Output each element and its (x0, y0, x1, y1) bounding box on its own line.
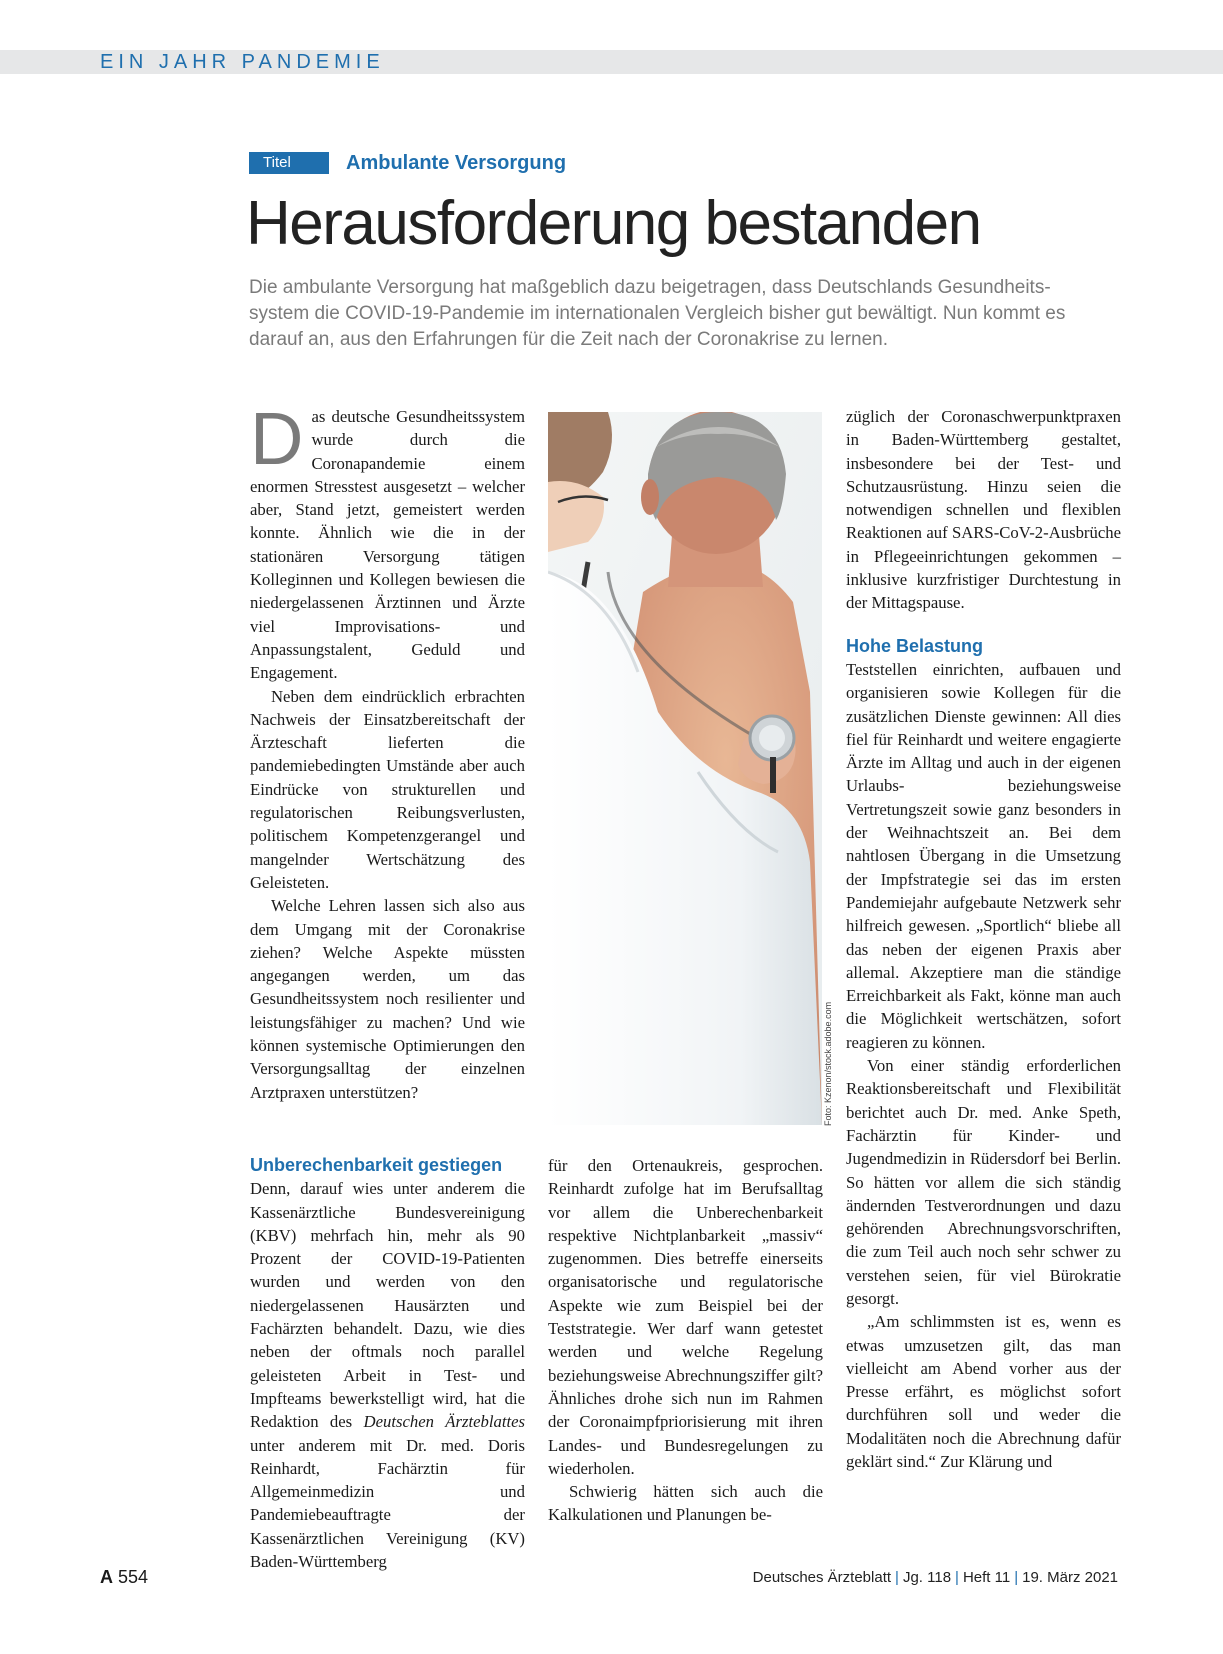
paragraph (250, 1177, 525, 1573)
page-number (100, 1565, 148, 1589)
article-lead (249, 275, 1129, 353)
separator: | (1014, 1569, 1019, 1586)
journal-date: 19. März 2021 (1022, 1569, 1118, 1586)
paragraph: „Am schlimmsten ist es, wenn es etwas umzusetzen gilt, das man vielleicht am Abend vorher aus der Presse erfährt, es möglichst sofort durchführen soll und weder die Modalitäten noch die Abrechnung dafür geklärt sind.“ Zur Klärung und (846, 1312, 1121, 1472)
subheading: Unberechenbarkeit gestiegen (250, 1155, 503, 1175)
column-2 (548, 1154, 823, 1527)
lead-line: system die COVID-19-Pandemie im internationalen Vergleich bisher gut bewältigt. Nun kommt es (249, 303, 1066, 324)
journal-name-footer: Deutsches Ärzteblatt (752, 1569, 892, 1586)
lead-line: darauf an, aus den Erfahrungen für die Zeit nach der Coronakrise zu lernen. (249, 329, 888, 350)
page-number-value: 554 (118, 1567, 149, 1587)
page-prefix: A (100, 1567, 113, 1587)
column-1-lower (250, 1154, 525, 1573)
article-photo (548, 412, 822, 1125)
column-1 (250, 397, 525, 1104)
column-3 (846, 405, 1121, 1473)
paragraph: Von einer ständig erforderlichen Reaktionsbereitschaft und Flexibilität berichtet auch Dr. med. Anke Speth, Fachärztin für Kinder- und Jugendmedizin in Rüdersdorf bei Berlin. So hätten vor allem die sich ständig ändernden Testverordnungen und dazu gehörenden Abrechnungsvorschriften, die zum Teil auch noch sehr schwer zu verstehen seien, für viel Bürokratie gesorgt. (846, 1056, 1121, 1308)
rubric: Ambulante Versorgung (346, 152, 567, 174)
subheading: Hohe Belastung (846, 635, 984, 656)
photo-credit: Foto: Kzenon/stock.adobe.com (823, 1001, 833, 1126)
paragraph: Welche Lehren lassen sich also aus dem Umgang mit der Coronakrise ziehen? Welche Aspekte müssten angegangen werden, um das Gesundheitssystem noch resilienter und leistungsfähiger zu machen? Und wie können systemische Optimierungen den Versorgungsalltag der einzelnen Arztpraxen unterstützen? (250, 896, 525, 1102)
paragraph: Schwierig hätten sich auch die Kalkulationen und Planungen be- (548, 1482, 823, 1525)
doctor-stethoscope-image (548, 412, 822, 1125)
paragraph-text: Denn, darauf wies unter anderem die Kassenärztliche Bundesvereinigung (KBV) mehrfach hin, mehr als 90 Prozent der COVID-19-Patienten wurden und werden von den niedergelassenen Hausärzten und Fachärzten behandelt. Dazu, wie dies neben der oftmals noch parallel geleisteten Arbeit in Test- und Impfteams bewerkstelligt wird, hat die Redaktion des (250, 1179, 525, 1432)
lead-line: Die ambulante Versorgung hat maßgeblich dazu beigetragen, dass Deutschlands Gesundheits- (249, 277, 1051, 298)
journal-name: Deutschen Ärzteblattes (363, 1412, 526, 1432)
article-headline: Herausforderung bestanden (246, 189, 981, 258)
dropcap: D (250, 397, 304, 480)
paragraph-text: unter anderem mit Dr. med. Doris Reinhardt, Fachärztin für Allgemeinmedizin und Pandemiebeauftragte der Kassenärztlichen Vereinigung (KV) Baden-Württemberg (250, 1435, 525, 1572)
paragraph: Teststellen einrichten, aufbauen und organisieren sowie Kollegen für die zusätzlichen Dienste gewinnen: All dies fiel für Reinhardt und weitere engagierte Ärzte im Alltag und auch in der eigenen Urlaubs- beziehungsweise Vertretungszeit sowie ganz besonders in der Weihnachtszeit an. Bei dem nahtlosen Übergang in die Umsetzung der Impfstrategie sei das im ersten Pandemiejahr aufgebaute Netzwerk sehr hilfreich gewesen. „Sportlich“ bliebe all das neben der eigenen Praxis aber allemal. Akzeptiere man die ständige Erreichbarkeit als Fakt, könne man auch die Möglichkeit wertschätzen, sofort reagieren zu können. (846, 659, 1121, 1052)
journal-issue: Heft 11 (962, 1569, 1011, 1586)
category-tag: Titel (249, 152, 329, 174)
journal-volume: Jg. 118 (902, 1569, 952, 1586)
paragraph: as deutsche Gesundheitssystem wurde durch die Coronapandemie einem enormen Stresstest ausgesetzt – welcher aber, Stand jetzt, gemeistert werden konnte. Ähnlich wie die in der stationären Versorgung tätigen Kolleginnen und Kollegen bewiesen die niedergelassenen Ärztinnen und Ärzte viel Improvisations- und Anpassungstalent, Geduld und Engagement. (250, 407, 525, 683)
paragraph: für den Ortenaukreis, gesprochen. Reinhardt zufolge hat im Berufsalltag vor allem die Unberechenbarkeit respektive Nichtplanbarkeit „massiv“ zugenommen. Dies betreffe einerseits organisatorische und regulatorische Aspekte wie zum Beispiel bei der Teststrategie. Wer darf wann getestet werden und welche Regelung beziehungsweise Abrechnungsziffer gilt? Ähnliches drohe sich nun im Rahmen der Coronaimpfpriorisierung mit ihren Landes- und Bundesregelungen zu wiederholen. (548, 1156, 823, 1478)
paragraph: züglich der Coronaschwerpunktpraxen in Baden-Württemberg gestaltet, insbesondere bei der Test- und Schutzausrüstung. Hinzu seien die notwendigen schnellen und flexiblen Reaktionen auf SARS-CoV-2-Ausbrüche in Pflegeeinrichtungen gekommen – inklusive kurzfristiger Durchtestung in der Mittagspause. (846, 407, 1121, 613)
paragraph: Neben dem eindrücklich erbrachten Nachweis der Einsatzbereitschaft der Ärzteschaft lieferten die pandemiebedingten Umstände aber auch Eindrücke von strukturellen und regulatorischen Reibungsverlusten, politischem Kompetenzgerangel und mangelnder Wertschätzung des Geleisteten. (250, 686, 525, 892)
section-label: EIN JAHR PANDEMIE (100, 51, 385, 73)
journal-footer (753, 1567, 1118, 1589)
separator: | (955, 1569, 959, 1586)
separator: | (895, 1569, 899, 1586)
